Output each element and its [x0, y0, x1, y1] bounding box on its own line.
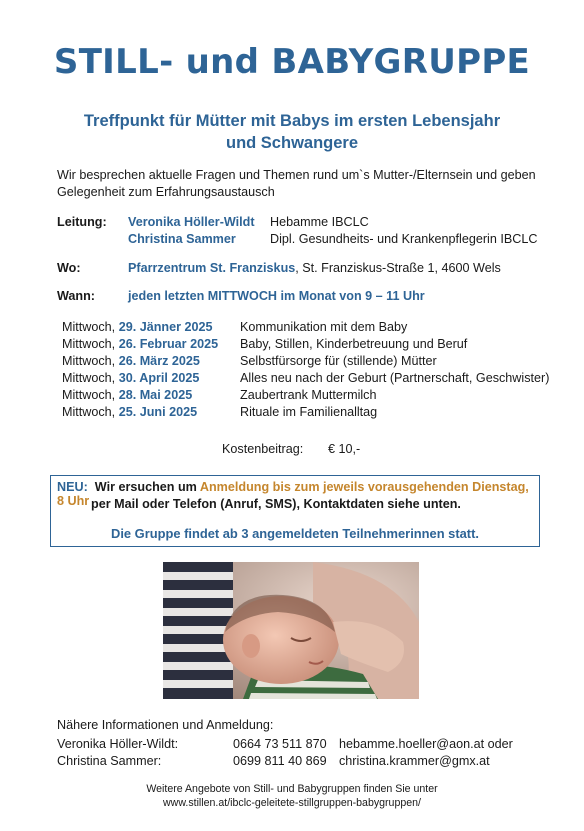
wo-value: [128, 260, 501, 277]
schedule-date: [62, 405, 197, 419]
group-minimum-notice: Die Gruppe findet ab 3 angemeldeten Teilnehmerinnen statt.: [111, 526, 479, 541]
schedule-row: [62, 354, 562, 371]
schedule-day: Mittwoch,: [62, 405, 119, 419]
schedule-day: Mittwoch,: [62, 337, 119, 351]
intro-line-1: Wir besprechen aktuelle Fragen und Themen rund um`s Mutter-/Elternsein und geben: [57, 168, 536, 182]
schedule-row: [62, 371, 562, 388]
schedule-date: [62, 337, 218, 351]
schedule-date-value: 28. Mai 2025: [118, 388, 193, 402]
registration-notice-box: [50, 475, 540, 547]
schedule-topic: Kommunikation mit dem Baby: [240, 320, 408, 334]
schedule-topic: Rituale im Familienalltag: [240, 405, 378, 419]
schedule-date: [62, 320, 213, 334]
wann-value: jeden letzten MITTWOCH im Monat von 9 – 11 Uhr: [128, 289, 425, 303]
schedule-date: [62, 388, 192, 402]
page-title: STILL- und BABYGRUPPE: [53, 42, 531, 82]
schedule-row: [62, 337, 562, 354]
schedule-date-value: 30. April 2025: [118, 371, 200, 385]
wo-label: Wo:: [57, 261, 81, 275]
notice-line-2: per Mail oder Telefon (Anruf, SMS), Kontaktdaten siehe unten.: [91, 497, 461, 511]
contact-heading: Nähere Informationen und Anmeldung:: [57, 718, 274, 732]
schedule-row: [62, 388, 562, 405]
subtitle: [30, 110, 554, 154]
schedule-date-value: 25. Juni 2025: [118, 405, 198, 419]
contact-phone: 0699 811 40 869: [233, 754, 327, 768]
contact-name: Veronika Höller-Wildt:: [57, 737, 179, 751]
intro-text: [57, 167, 557, 201]
contact-phone: 0664 73 511 870: [233, 737, 327, 751]
subtitle-line-2: und Schwangere: [225, 134, 359, 152]
fee-label: Kostenbeitrag:: [222, 442, 304, 456]
wo-place: Pfarrzentrum St. Franziskus: [128, 261, 296, 275]
schedule-date-value: 26. März 2025: [118, 354, 200, 368]
footer-link[interactable]: www.stillen.at/ibclc-geleitete-stillgruppen-babygruppen/: [163, 797, 421, 809]
schedule-date: [62, 354, 200, 368]
schedule-day: Mittwoch,: [62, 371, 119, 385]
wann-label: Wann:: [57, 289, 96, 303]
schedule-topic: Alles neu nach der Geburt (Partnerschaft, Geschwister): [240, 371, 550, 385]
schedule-row: [62, 320, 562, 337]
intro-line-2: Gelegenheit zum Erfahrungsaustausch: [57, 185, 275, 199]
schedule-day: Mittwoch,: [62, 388, 119, 402]
footer-line-1: Weitere Angebote von Still- und Babygruppen finden Sie unter: [146, 783, 438, 795]
notice-highlight: Anmeldung bis zum jeweils vorausgehenden Dienstag, 8 Uhr: [57, 480, 529, 508]
fee-value: € 10,-: [328, 442, 361, 456]
leitung-person-2-role: Dipl. Gesundheits- und Krankenpflegerin IBCLC: [270, 232, 538, 246]
schedule-date: [62, 371, 199, 385]
contact-email[interactable]: christina.krammer@gmx.at: [339, 754, 490, 768]
schedule-topic: Selbstfürsorge für (stillende) Mütter: [240, 354, 437, 368]
schedule-date-value: 29. Jänner 2025: [118, 320, 213, 334]
contact-name: Christina Sammer:: [57, 754, 162, 768]
notice-text-a: Wir ersuchen um: [94, 480, 200, 494]
schedule-topic: Baby, Stillen, Kinderbetreuung und Beruf: [240, 337, 468, 351]
schedule-day: Mittwoch,: [62, 320, 119, 334]
leitung-person-1-role: Hebamme IBCLC: [270, 215, 369, 229]
schedule-date-value: 26. Februar 2025: [118, 337, 219, 351]
leitung-section: [57, 214, 107, 231]
leitung-person-2-name: Christina Sammer: [128, 232, 236, 246]
leitung-person-1-name: Veronika Höller-Wildt: [128, 215, 255, 229]
baby-photo: [163, 562, 419, 699]
subtitle-line-1: Treffpunkt für Mütter mit Babys im ersten Lebensjahr: [83, 112, 501, 130]
contact-email[interactable]: hebamme.hoeller@aon.at oder: [339, 737, 513, 751]
schedule-row: [62, 405, 562, 422]
neu-label: NEU:: [57, 480, 88, 494]
schedule-day: Mittwoch,: [62, 354, 119, 368]
schedule-topic: Zaubertrank Muttermilch: [240, 388, 377, 402]
leitung-label: Leitung:: [57, 215, 107, 229]
wo-address: , St. Franziskus-Straße 1, 4600 Wels: [295, 261, 501, 275]
